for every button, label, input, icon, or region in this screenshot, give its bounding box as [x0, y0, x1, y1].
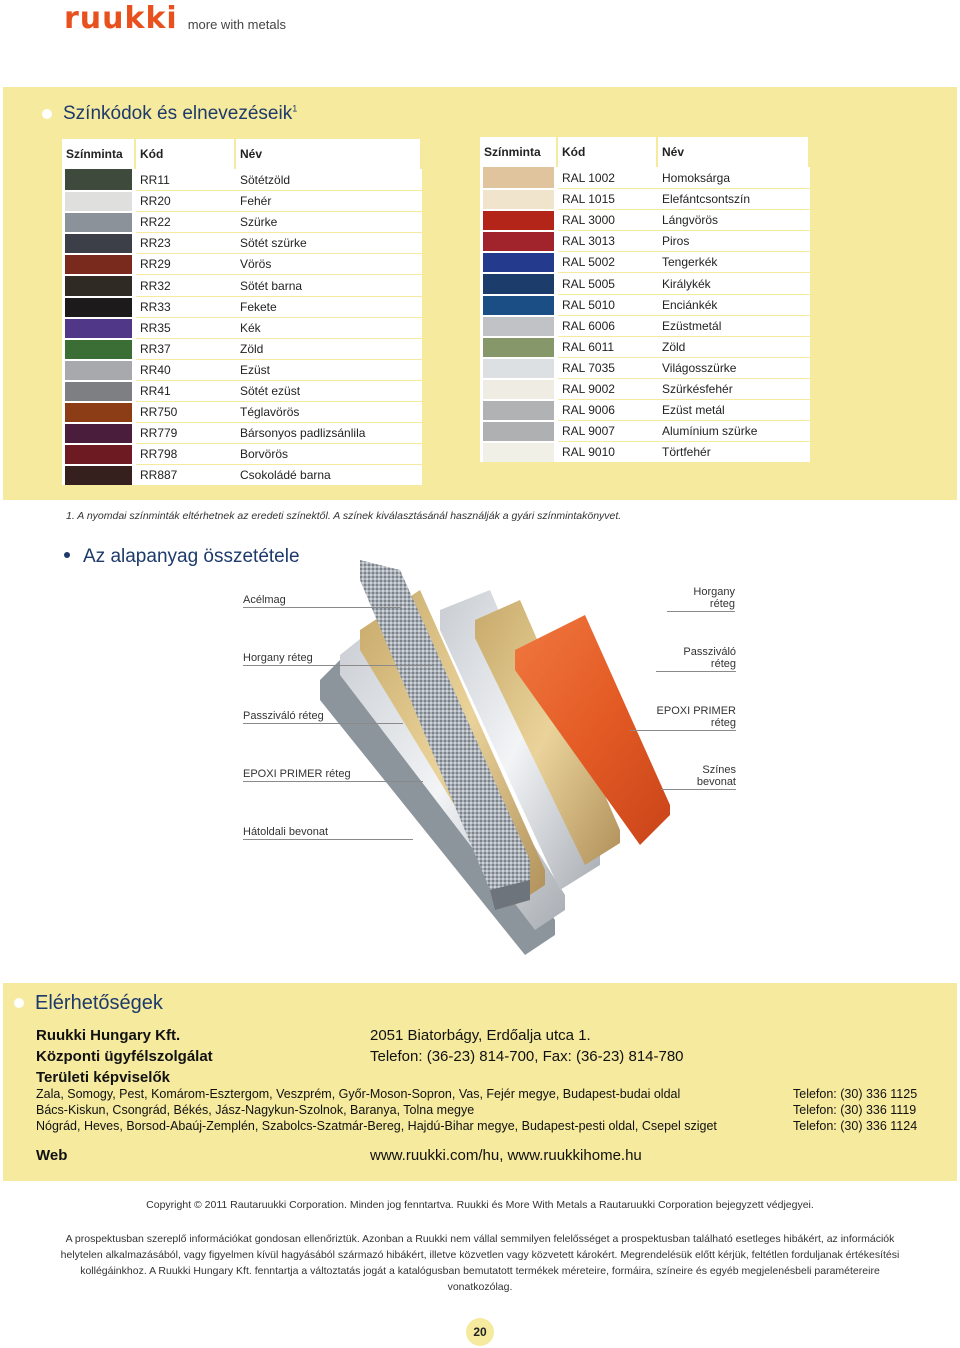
color-name: Csokoládé barna — [236, 464, 422, 485]
color-row — [62, 211, 422, 232]
ral-color-table-right — [480, 137, 810, 462]
layer-label-right: Színes bevonat — [661, 764, 736, 790]
color-swatch — [62, 232, 136, 253]
color-code: RAL 3000 — [558, 209, 658, 230]
colors-section-title: Színkódok és elnevezéseik$^1$ — [63, 103, 298, 124]
color-code: RR20 — [136, 190, 236, 211]
color-code: RR33 — [136, 296, 236, 317]
color-code: RAL 6006 — [558, 315, 658, 336]
color-row — [480, 209, 810, 230]
color-row — [62, 296, 422, 317]
color-code: RR798 — [136, 443, 236, 464]
rep-region: Bács-Kiskun, Csongrád, Békés, Jász-Nagykun-Szolnok, Baranya, Tolna megye — [36, 1103, 475, 1117]
color-swatch — [480, 441, 558, 462]
color-row — [62, 274, 422, 295]
color-code: RR887 — [136, 464, 236, 485]
material-section-title: Az alapanyag összetétele — [83, 546, 300, 567]
rep-region: Zala, Somogy, Pest, Komárom-Esztergom, Veszprém, Győr-Moson-Sopron, Vas, Fejér megye, Budapest-budai oldal — [36, 1087, 681, 1101]
color-row — [480, 336, 810, 357]
color-code: RR40 — [136, 359, 236, 380]
color-name: Világosszürke — [658, 357, 810, 378]
color-name: Vörös — [236, 253, 422, 274]
color-name: Ezüst metál — [658, 399, 810, 420]
color-name: Téglavörös — [236, 401, 422, 422]
rep-phone: Telefon: (30) 336 1125 — [793, 1087, 918, 1101]
layer-label-right: Horgany réteg — [667, 586, 735, 612]
color-row — [480, 230, 810, 251]
color-row — [480, 441, 810, 462]
logo-tagline: more with metals — [187, 17, 286, 32]
color-row — [480, 357, 810, 378]
color-swatch — [62, 401, 136, 422]
rep-phone: Telefon: (30) 336 1124 — [793, 1119, 918, 1133]
disclaimer-text: A prospektusban szereplő információkat gondosan ellenőriztük. Azonban a Ruukki nem vállal semmilyen felelősséget a prospektusban található esetleges hibákért, az információk helytelen alkalmazásából, vagy figyelmen kívül hagyásából származó hibákért, illetve közvetlen vagy közvetett károkért. Megrendelésük előtt kérjük, feltétlen forduljanak értékesítési kollégáinkhoz. A Ruukki Hungary Kft. fenntartja a változtatás jogát a katalógusban bemutatott termékek méreteire, formáira, színeire és egyéb megjelenésbeli paramétereire vonatkozólag. — [60, 1233, 900, 1293]
color-name: Sötét barna — [236, 274, 422, 295]
color-name: Fekete — [236, 296, 422, 317]
color-row — [62, 359, 422, 380]
color-row — [62, 253, 422, 274]
color-code: RAL 9007 — [558, 420, 658, 441]
color-code: RAL 5005 — [558, 272, 658, 293]
service-phone: Telefon: (36-23) 814-700, Fax: (36-23) 814-780 — [370, 1048, 684, 1065]
logo-wordmark: ruukki — [64, 1, 178, 36]
color-row — [480, 167, 810, 188]
color-name: Szürke — [236, 211, 422, 232]
color-code: RR750 — [136, 401, 236, 422]
color-code: RAL 6011 — [558, 336, 658, 357]
color-row — [480, 251, 810, 272]
color-name: Sötét szürke — [236, 232, 422, 253]
color-code: RR23 — [136, 232, 236, 253]
color-code: RAL 3013 — [558, 230, 658, 251]
color-name: Elefántcsontszín — [658, 188, 810, 209]
color-swatch — [480, 399, 558, 420]
color-name: Tengerkék — [658, 251, 810, 272]
color-name: Homoksárga — [662, 170, 731, 185]
contacts-section-bullet-icon — [14, 998, 24, 1008]
color-row — [62, 169, 422, 190]
contacts-section-title: Elérhetőségek — [35, 992, 163, 1014]
color-swatch — [480, 272, 558, 293]
layer-label-right: Passziváló réteg — [656, 646, 736, 672]
ral-rr-color-table-left — [62, 139, 422, 485]
color-row — [480, 420, 810, 441]
color-name: Kék — [236, 317, 422, 338]
header-swatch: Színminta — [480, 137, 558, 167]
color-row — [480, 378, 810, 399]
copyright-text: Copyright © 2011 Rautaruukki Corporation. Minden jog fenntartva. Ruukki és More With Metals a Rautaruukki Corporation bejegyzett védjegyei. — [146, 1199, 814, 1211]
color-swatch — [480, 420, 558, 441]
color-row — [480, 315, 810, 336]
layer-label-left: Horgany réteg — [243, 652, 433, 666]
material-layers-illustration — [300, 560, 680, 970]
color-swatch — [62, 190, 136, 211]
color-swatch — [62, 169, 136, 190]
color-code: RAL 9002 — [558, 378, 658, 399]
color-swatch — [62, 338, 136, 359]
color-name: Borvörös — [236, 443, 422, 464]
color-name: Zöld — [236, 338, 422, 359]
service-label: Központi ügyfélszolgálat — [36, 1048, 213, 1065]
color-swatch — [62, 380, 136, 401]
color-swatch — [480, 315, 558, 336]
color-swatch — [62, 464, 136, 485]
color-code: RR41 — [136, 380, 236, 401]
color-code: RR22 — [136, 211, 236, 232]
color-name: Alumínium szürke — [658, 420, 810, 441]
color-swatch — [480, 294, 558, 315]
color-code: RR37 — [136, 338, 236, 359]
color-code: RR779 — [136, 422, 236, 443]
color-name: Enciánkék — [658, 294, 810, 315]
header-name: Név — [236, 139, 422, 169]
color-code: RAL 7035 — [558, 357, 658, 378]
color-swatch — [480, 209, 558, 230]
layer-label-left: Acélmag — [243, 594, 401, 608]
color-row — [62, 232, 422, 253]
color-row — [62, 443, 422, 464]
color-row — [480, 294, 810, 315]
color-code: RAL 5010 — [558, 294, 658, 315]
header-swatch: Színminta — [62, 139, 136, 169]
color-name: Szürkésfehér — [658, 378, 810, 399]
web-links[interactable]: www.ruukki.com/hu, www.ruukkihome.hu — [370, 1147, 642, 1164]
color-swatch — [480, 230, 558, 251]
color-name: Piros — [658, 230, 810, 251]
ruukki-logo — [64, 1, 286, 36]
layer-label-right: EPOXI PRIMER réteg — [630, 705, 736, 731]
color-code: RR11 — [140, 172, 170, 187]
color-name: Lángvörös — [658, 209, 810, 230]
color-name: Sötét ezüst — [236, 380, 422, 401]
color-name: Királykék — [658, 272, 810, 293]
color-swatch — [62, 274, 136, 295]
color-swatch — [62, 296, 136, 317]
page-number: 20 — [466, 1318, 494, 1346]
header-code: Kód — [136, 139, 236, 169]
company-name: Ruukki Hungary Kft. — [36, 1027, 181, 1044]
color-swatch — [62, 422, 136, 443]
color-name: Ezüstmetál — [658, 315, 810, 336]
color-row — [480, 399, 810, 420]
color-row — [480, 272, 810, 293]
color-code: RAL 1002 — [562, 170, 615, 185]
color-row — [62, 190, 422, 211]
reps-label: Területi képviselők — [36, 1069, 170, 1086]
color-code: RAL 5002 — [558, 251, 658, 272]
color-code: RAL 9010 — [558, 441, 658, 462]
color-swatch — [480, 336, 558, 357]
color-row — [62, 422, 422, 443]
table-header-row — [480, 137, 810, 167]
color-code: RAL 1015 — [558, 188, 658, 209]
color-row — [62, 464, 422, 485]
layer-label-left: Passziváló réteg — [243, 710, 403, 724]
color-row — [62, 338, 422, 359]
color-swatch — [480, 251, 558, 272]
table-header-row — [62, 139, 422, 169]
color-name: Törtfehér — [658, 441, 810, 462]
rep-phone: Telefon: (30) 336 1119 — [793, 1103, 917, 1117]
color-swatch — [62, 211, 136, 232]
color-name: Zöld — [658, 336, 810, 357]
color-swatch — [62, 253, 136, 274]
color-swatch — [480, 378, 558, 399]
color-swatch — [480, 167, 558, 188]
color-name: Ezüst — [236, 359, 422, 380]
color-swatch — [62, 359, 136, 380]
color-name: Sötétzöld — [240, 172, 291, 187]
color-swatch — [480, 357, 558, 378]
header-code: Kód — [558, 137, 658, 167]
color-row — [62, 317, 422, 338]
color-row — [62, 380, 422, 401]
color-code: RR32 — [136, 274, 236, 295]
header-name: Név — [658, 137, 810, 167]
color-code: RAL 9006 — [558, 399, 658, 420]
web-label: Web — [36, 1147, 68, 1164]
color-row — [62, 401, 422, 422]
color-code: RR29 — [136, 253, 236, 274]
material-section-bullet-icon — [64, 552, 70, 558]
colors-section-bullet-icon — [42, 109, 52, 119]
color-swatch — [480, 188, 558, 209]
rep-region: Nógrád, Heves, Borsod-Abaúj-Zemplén, Szabolcs-Szatmár-Bereg, Hajdú-Bihar megye, Budapest-pesti oldal, Csepel sziget — [36, 1119, 717, 1133]
layer-label-left: Hátoldali bevonat — [243, 826, 413, 840]
color-name: Fehér — [236, 190, 422, 211]
layer-label-left: EPOXI PRIMER réteg — [243, 768, 423, 782]
color-swatch — [62, 317, 136, 338]
color-name: Bársonyos padlizsánlila — [236, 422, 422, 443]
color-row — [480, 188, 810, 209]
footnote: 1. A nyomdai színminták eltérhetnek az eredeti színektől. A színek kiválasztásánál használják a gyári színmintakönyvet. — [66, 510, 622, 522]
color-code: RR35 — [136, 317, 236, 338]
company-address: 2051 Biatorbágy, Erdőalja utca 1. — [370, 1027, 591, 1044]
color-swatch — [62, 443, 136, 464]
